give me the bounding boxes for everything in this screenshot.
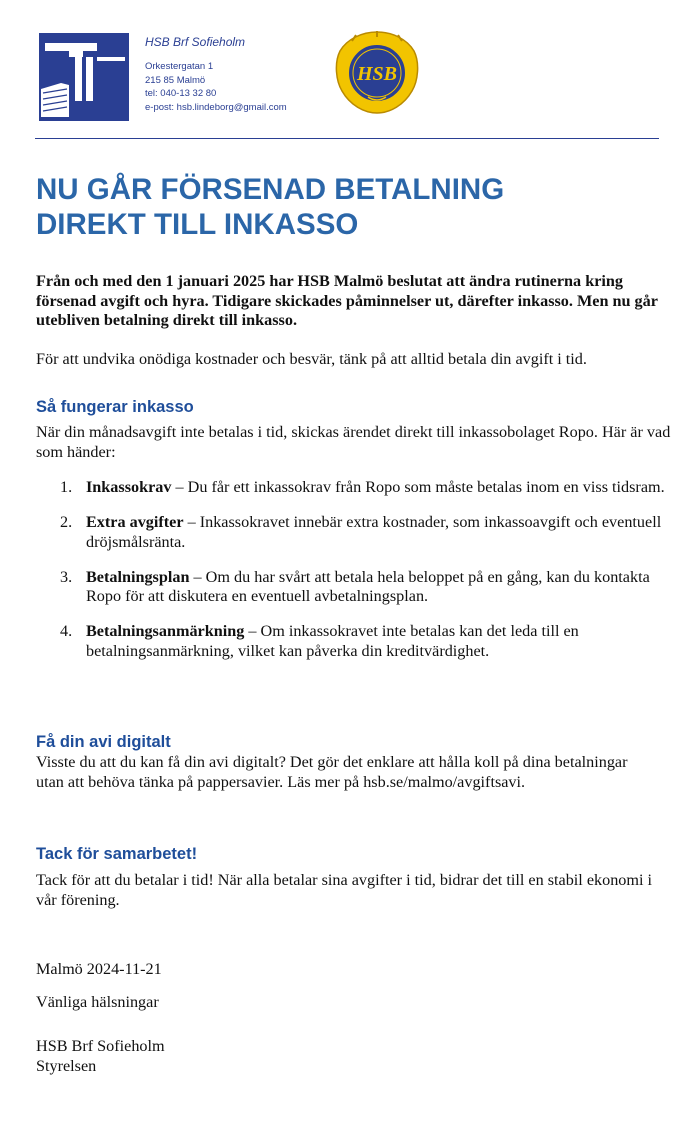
contact-block <box>145 60 287 114</box>
signature-block <box>36 1037 165 1076</box>
thanks-paragraph: Tack för att du betalar i tid! När alla betalar sina avgifter i tid, bidrar det till en stabil ekonomi i vår förening. <box>36 871 653 909</box>
title-line-1: NU GÅR FÖRSENAD BETALNING <box>36 173 505 206</box>
list-item <box>36 568 666 607</box>
thanks-heading: Tack för samarbetet! <box>36 845 198 863</box>
address-line: Orkestergatan 1 <box>145 61 214 72</box>
list-term: Inkassokrav <box>86 478 172 496</box>
list-description: – Inkassokravet innebär extra kostnader, som inkassoavgift och eventuell dröjsmålsränta. <box>86 513 662 551</box>
letter-date: Malmö 2024-11-21 <box>36 960 162 978</box>
phone-line: tel: 040-13 32 80 <box>145 88 217 99</box>
list-number: 2. <box>60 513 73 531</box>
list-item <box>36 513 666 552</box>
svg-text:HSB: HSB <box>356 63 398 85</box>
list-number: 4. <box>60 622 73 640</box>
inkasso-paragraph: När din månadsavgift inte betalas i tid, skickas ärendet direkt till inkassobolaget Ropo. Här är vad som händer: <box>36 423 671 461</box>
list-term: Betalningsanmärkning <box>86 622 245 640</box>
title-line-2: DIREKT TILL INKASSO <box>36 208 359 241</box>
signature-board: Styrelsen <box>36 1056 97 1075</box>
page-title <box>36 172 656 242</box>
greeting: Vänliga hälsningar <box>36 993 159 1011</box>
digital-invoice-paragraph: Visste du att du kan få din avi digitalt? Det gör det enklare att hålla koll på dina betalningar utan att behöva tänka på pappersavier. Läs mer på hsb.se/malmo/avgiftsavi. <box>36 753 628 791</box>
email-line: e-post: hsb.lindeborg@gmail.com <box>145 101 287 113</box>
lead-paragraph: Från och med den 1 januari 2025 har HSB Malmö beslutat att ändra rutinerna kring försenad avgift och hyra. Tidigare skickades påminnelser ut, därefter inkasso. Men nu går utebliven betalning direkt till inkasso. <box>36 272 658 329</box>
hsb-seal-icon <box>332 29 422 115</box>
list-number: 1. <box>60 478 73 496</box>
list-description: – Om du har svårt att betala hela beloppet på en gång, kan du kontakta Ropo för att diskutera en eventuell avbetalningsplan. <box>86 567 650 605</box>
list-term: Extra avgifter <box>86 513 184 531</box>
letterhead <box>39 33 659 133</box>
header-divider <box>35 138 659 139</box>
intro-paragraph: För att undvika onödiga kostnader och besvär, tänk på att alltid betala din avgift i tid. <box>36 350 587 368</box>
list-item <box>36 478 666 498</box>
postal-line: 215 85 Malmö <box>145 74 206 86</box>
list-number: 3. <box>60 567 73 586</box>
building-logo-icon <box>39 33 129 121</box>
list-item <box>36 622 666 661</box>
organization-name: HSB Brf Sofieholm <box>145 35 246 49</box>
list-description: – Du får ett inkassokrav från Ropo som måste betalas inom en viss tidsram. <box>171 478 665 496</box>
inkasso-heading: Så fungerar inkasso <box>36 398 194 416</box>
signature-org: HSB Brf Sofieholm <box>36 1037 165 1055</box>
inkasso-steps-list <box>36 478 666 677</box>
list-description: – Om inkassokravet inte betalas kan det leda till en betalningsanmärkning, vilket kan påverka din kreditvärdighet. <box>86 622 579 660</box>
list-term: Betalningsplan <box>86 567 190 586</box>
digital-invoice-heading: Få din avi digitalt <box>36 733 171 751</box>
